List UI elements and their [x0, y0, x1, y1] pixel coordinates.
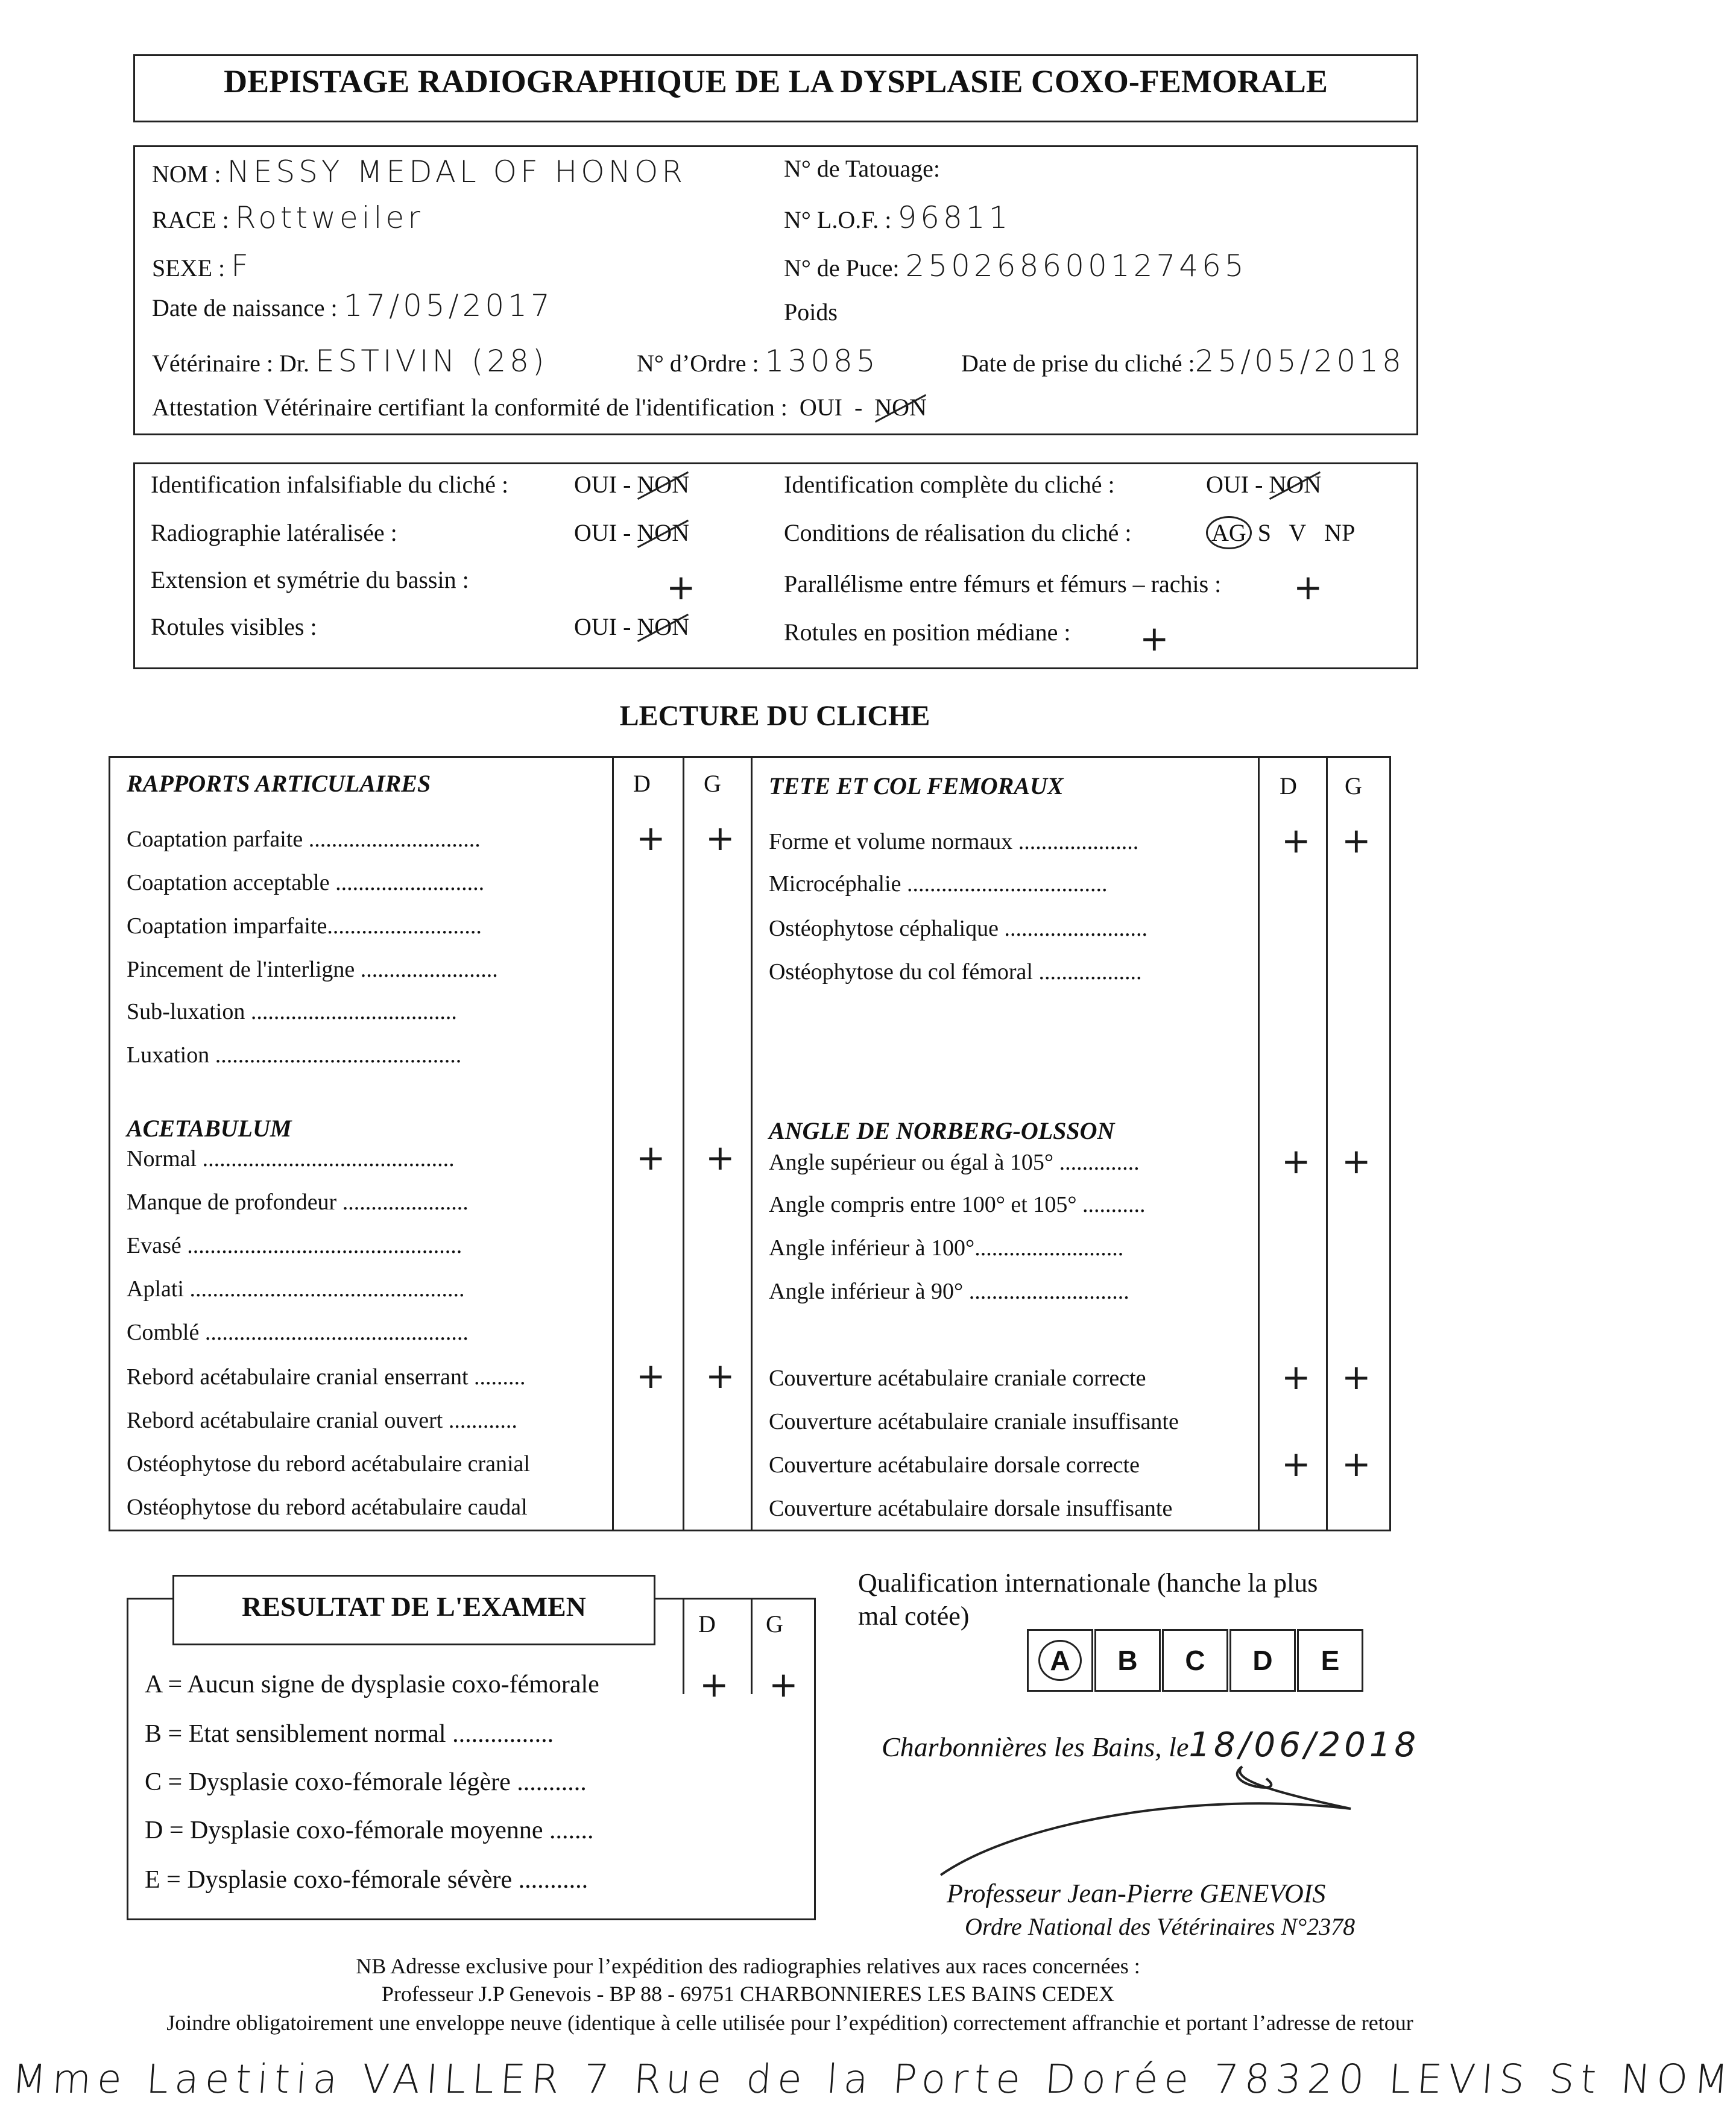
oui: OUI — [574, 519, 617, 546]
race-field — [152, 200, 424, 235]
condition-v: V — [1289, 519, 1307, 546]
table-row-label: Aplati ................................................ — [127, 1276, 465, 1302]
divider — [1258, 756, 1260, 1531]
grade-letter: C — [1185, 1645, 1205, 1676]
mediane-label: Rotules en position médiane : — [784, 619, 1071, 646]
section-heading: TETE ET COL FEMORAUX — [769, 772, 1064, 799]
result-row-label: E = Dysplasie coxo-fémorale sévère ........... — [145, 1866, 589, 1894]
table-row-label: Rebord acétabulaire cranial ouvert ............ — [127, 1408, 517, 1433]
divider — [683, 756, 684, 1531]
separator: - — [623, 519, 631, 546]
qualification-label-2: mal cotée) — [858, 1601, 970, 1631]
check-mark-g: + — [705, 1137, 735, 1178]
divider — [751, 1598, 753, 1694]
parallel-label: Parallélisme entre fémurs et fémurs – rachis : — [784, 570, 1222, 597]
attestation-oui: OUI — [799, 394, 842, 421]
col-d-right: D — [1280, 772, 1297, 799]
table-row-label: Pincement de l'interligne ........................ — [127, 957, 498, 982]
separator: - — [623, 471, 631, 498]
check-mark-g: + — [1342, 1443, 1371, 1484]
check-mark-g: + — [1342, 820, 1371, 861]
sexe-field — [152, 248, 252, 283]
grade-letter: E — [1321, 1645, 1340, 1676]
table-row-label: Ostéophytose du rebord acétabulaire cranial — [127, 1451, 530, 1477]
signature-place — [882, 1726, 1419, 1765]
result-row-label: A = Aucun signe de dysplasie coxo-fémorale — [145, 1671, 599, 1698]
grade-letter: D — [1252, 1645, 1273, 1676]
table-row-label: Comblé .............................................. — [127, 1320, 469, 1345]
signature-name: Professeur Jean-Pierre GENEVOIS — [947, 1879, 1326, 1908]
non-crossed: NON — [1269, 471, 1322, 498]
table-row-label: Coaptation imparfaite........................... — [127, 913, 482, 939]
result-col-d: D — [698, 1610, 716, 1637]
ordre-value: 13085 — [765, 344, 879, 379]
parallel-mark: + — [1293, 567, 1323, 608]
section-heading: ACETABULUM — [127, 1115, 292, 1142]
grade-box-e — [1297, 1629, 1363, 1692]
divider — [612, 756, 614, 1531]
result-row-label: D = Dysplasie coxo-fémorale moyenne ....... — [145, 1817, 594, 1844]
mediane-mark: + — [1140, 618, 1169, 659]
condition-np: NP — [1324, 519, 1356, 546]
check-mark-d: + — [1281, 1141, 1311, 1182]
nom-value: NESSY MEDAL OF HONOR — [227, 154, 687, 189]
divider — [683, 1598, 684, 1694]
race-label: RACE : — [152, 206, 229, 233]
attestation-label: Attestation Vétérinaire certifiant la conformité de l'identification : — [152, 394, 788, 421]
section-heading: RAPPORTS ARTICULAIRES — [127, 770, 431, 797]
table-row-label: Couverture acétabulaire dorsale correcte — [769, 1452, 1140, 1478]
check-mark-d: + — [636, 818, 666, 859]
tatouage-label: N° de Tatouage: — [784, 155, 941, 182]
qualification-label-1: Qualification internationale (hanche la plus — [858, 1568, 1318, 1598]
table-row-label: Couverture acétabulaire craniale correcte — [769, 1366, 1146, 1391]
lecture-title: LECTURE DU CLICHE — [619, 700, 930, 732]
table-row-label: Couverture acétabulaire craniale insuffisante — [769, 1409, 1179, 1434]
section-heading: ANGLE DE NORBERG-OLSSON — [769, 1117, 1115, 1144]
extension-label: Extension et symétrie du bassin : — [151, 566, 469, 593]
check-mark-d: + — [1281, 1357, 1311, 1398]
rotules-label: Rotules visibles : — [151, 613, 317, 640]
check-mark-d: + — [1281, 1443, 1311, 1484]
nom-field — [152, 154, 686, 189]
veterinaire-value: ESTIVIN (28) — [315, 344, 548, 379]
puce-field — [784, 248, 1248, 283]
result-row-label: B = Etat sensiblement normal ................ — [145, 1720, 554, 1748]
check-mark-g: + — [1342, 1357, 1371, 1398]
ident-label: Identification infalsifiable du cliché : — [151, 471, 509, 498]
result-row-label: C = Dysplasie coxo-fémorale légère ........... — [145, 1768, 587, 1796]
grade-box-d — [1229, 1629, 1296, 1692]
divider — [751, 756, 753, 1531]
table-row-label: Couverture acétabulaire dorsale insuffisante — [769, 1496, 1173, 1521]
table-row-label: Luxation ........................................... — [127, 1042, 462, 1068]
result-mark-g: + — [769, 1664, 798, 1705]
result-title: RESULTAT DE L'EXAMEN — [242, 1591, 586, 1622]
signature-date: 18/06/2018 — [1188, 1726, 1420, 1765]
table-row-label: Coaptation acceptable .......................... — [127, 870, 485, 895]
page-title: DEPISTAGE RADIOGRAPHIQUE DE LA DYSPLASIE COXO-FEMORALE — [224, 63, 1328, 99]
table-row-label: Angle compris entre 100° et 105° ........... — [769, 1192, 1146, 1217]
condition-s: S — [1257, 519, 1272, 546]
separator: - — [623, 613, 631, 640]
grade-box-c — [1162, 1629, 1228, 1692]
check-mark-g: + — [705, 818, 735, 859]
naissance-value: 17/05/2017 — [343, 288, 554, 323]
check-mark-d: + — [636, 1137, 666, 1178]
signature-ordre: Ordre National des Vétérinaires N°2378 — [965, 1913, 1356, 1940]
conditions-options — [1206, 519, 1355, 547]
check-mark-d: + — [636, 1355, 666, 1396]
puce-value: 250268600127465 — [905, 248, 1248, 283]
oui: OUI — [574, 613, 617, 640]
puce-label: N° de Puce: — [784, 254, 900, 282]
table-row-label: Angle inférieur à 90° ............................ — [769, 1279, 1129, 1304]
table-row-label: Microcéphalie ................................... — [769, 871, 1108, 897]
lof-label: N° L.O.F. : — [784, 206, 892, 233]
ordre-field — [637, 344, 879, 379]
grade-letter: A — [1038, 1640, 1081, 1681]
complete-answer — [1206, 470, 1321, 499]
table-row-label: Evasé ................................................ — [127, 1233, 462, 1258]
non-crossed: NON — [637, 613, 690, 640]
footer-line-1: NB Adresse exclusive pour l’expédition des radiographies relatives aux races concernées : — [356, 1954, 1140, 1978]
check-mark-d: + — [1281, 820, 1311, 861]
result-mark-d: + — [699, 1664, 729, 1705]
naissance-field — [152, 288, 554, 323]
check-mark-g: + — [705, 1355, 735, 1396]
table-row-label: Ostéophytose du rebord acétabulaire caudal — [127, 1495, 528, 1520]
non-crossed: NON — [637, 471, 690, 498]
veterinaire-field — [152, 344, 548, 379]
return-address: Mme Laetitia VAILLER 7 Rue de la Porte Dorée 78320 LEVIS St NOM — [10, 2056, 1736, 2102]
table-row-label: Normal ............................................ — [127, 1146, 455, 1171]
table-row-label: Forme et volume normaux ..................... — [769, 829, 1139, 854]
col-d-left: D — [633, 770, 651, 797]
table-row-label: Manque de profondeur ...................... — [127, 1190, 469, 1215]
place-text: Charbonnières les Bains, le — [882, 1732, 1189, 1762]
grade-box-a — [1027, 1629, 1093, 1692]
poids-label: Poids — [784, 298, 838, 326]
complete-label: Identification complète du cliché : — [784, 471, 1115, 498]
oui: OUI — [574, 471, 617, 498]
table-row-label: Coaptation parfaite .............................. — [127, 827, 481, 852]
table-row-label: Ostéophytose du col fémoral .................. — [769, 959, 1142, 985]
lateral-answer — [574, 519, 689, 547]
table-row-label: Angle supérieur ou égal à 105° .............. — [769, 1150, 1140, 1175]
date-cliche-field — [961, 344, 1405, 379]
separator: - — [854, 394, 863, 421]
nom-label: NOM : — [152, 160, 221, 188]
veterinaire-label: Vétérinaire : Dr. — [152, 350, 309, 377]
extension-mark: + — [666, 567, 696, 608]
lof-value: 96811 — [897, 200, 1012, 235]
oui: OUI — [1206, 471, 1249, 498]
lateral-label: Radiographie latéralisée : — [151, 519, 397, 546]
result-col-g: G — [766, 1610, 783, 1637]
condition-ag-selected: AG — [1206, 516, 1252, 549]
ordre-label: N° d’Ordre : — [637, 350, 759, 377]
lof-field — [784, 200, 1011, 235]
grade-letter: B — [1117, 1645, 1138, 1676]
signature-scribble — [929, 1767, 1363, 1887]
table-row-label: Sub-luxation .................................... — [127, 999, 457, 1024]
table-row-label: Ostéophytose céphalique ......................... — [769, 916, 1147, 941]
col-g-left: G — [704, 770, 721, 797]
race-value: Rottweiler — [235, 200, 424, 235]
attestation-field — [152, 393, 927, 421]
sexe-label: SEXE : — [152, 254, 226, 282]
footer-line-3: Joindre obligatoirement une enveloppe neuve (identique à celle utilisée pour l’expédition) correctement affranchie et portant l’adresse de retour — [166, 2011, 1413, 2035]
non-crossed: NON — [637, 519, 690, 546]
conditions-label: Conditions de réalisation du cliché : — [784, 519, 1132, 546]
separator: - — [1255, 471, 1263, 498]
rotules-answer — [574, 613, 689, 641]
ident-answer — [574, 470, 689, 499]
naissance-label: Date de naissance : — [152, 294, 338, 321]
check-mark-g: + — [1342, 1141, 1371, 1182]
date-cliche-value: 25/05/2018 — [1195, 344, 1405, 379]
col-g-right: G — [1345, 772, 1362, 799]
footer-line-2: Professeur J.P Genevois - BP 88 - 69751 CHARBONNIERES LES BAINS CEDEX — [381, 1982, 1115, 2006]
attestation-non-crossed: NON — [874, 394, 927, 421]
table-row-label: Rebord acétabulaire cranial enserrant ......... — [127, 1364, 526, 1390]
sexe-value: F — [231, 248, 252, 283]
divider — [1326, 756, 1328, 1531]
grade-box-b — [1094, 1629, 1161, 1692]
table-row-label: Angle inférieur à 100°.......................... — [769, 1235, 1124, 1261]
date-cliche-label: Date de prise du cliché : — [961, 350, 1195, 377]
